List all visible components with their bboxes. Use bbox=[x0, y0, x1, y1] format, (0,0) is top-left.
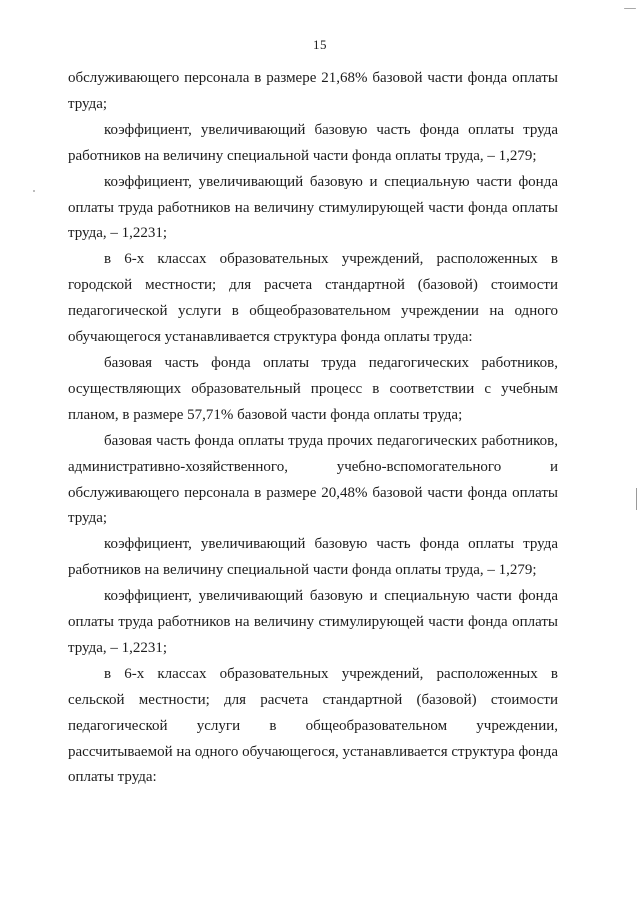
scan-edge-mark bbox=[636, 488, 637, 510]
paragraph-teaching-staff-share: базовая часть фонда оплаты труда педагогических работников, осуществляющих образовательный процесс в соответствии с учебным планом, в размере 57,71% базовой части фонда оплаты труда; bbox=[68, 354, 558, 423]
paragraph-other-staff-share: базовая часть фонда оплаты труда прочих педагогических работников, административно-хозяйственного, учебно-вспомогательного и обслуживающего персонала в размере 20,48% базовой части фонда оплаты труда; bbox=[68, 432, 558, 527]
paragraph-urban-6th-grade: в 6-х классах образовательных учреждений, расположенных в городской местности; для расчета стандартной (базовой) стоимости педагогической услуги в общеобразовательном учреждении на одного обучающегося устанавливается структура фонда оплаты труда: bbox=[68, 251, 558, 346]
paragraph-stimulating-coefficient: коэффициент, увеличивающий базовую и специальную части фонда оплаты труда работников на величину стимулирующей части фонда оплаты труда, – 1,2231; bbox=[68, 173, 558, 242]
page-number: 15 bbox=[313, 37, 327, 52]
scan-speck bbox=[624, 8, 636, 9]
scan-speck bbox=[33, 190, 35, 192]
paragraph-stimulating-coefficient-repeat: коэффициент, увеличивающий базовую и специальную части фонда оплаты труда работников на величину стимулирующей части фонда оплаты труда, – 1,2231; bbox=[68, 588, 558, 656]
paragraph-special-coefficient: коэффициент, увеличивающий базовую часть фонда оплаты труда работников на величину специальной части фонда оплаты труда, – 1,279; bbox=[68, 121, 558, 164]
paragraph-continuation: обслуживающего персонала в размере 21,68% базовой части фонда оплаты труда; bbox=[68, 70, 558, 112]
document-body bbox=[68, 66, 558, 791]
paragraph-rural-6th-grade: в 6-х классах образовательных учреждений, расположенных в сельской местности; для расчета стандартной (базовой) стоимости педагогической услуги в общеобразовательном учреждении, рассчитываемой на одного обучающегося, устанавливается структура фонда оплаты труда: bbox=[68, 665, 558, 786]
paragraph-special-coefficient-repeat: коэффициент, увеличивающий базовую часть фонда оплаты труда работников на величину специальной части фонда оплаты труда, – 1,279; bbox=[68, 536, 558, 579]
